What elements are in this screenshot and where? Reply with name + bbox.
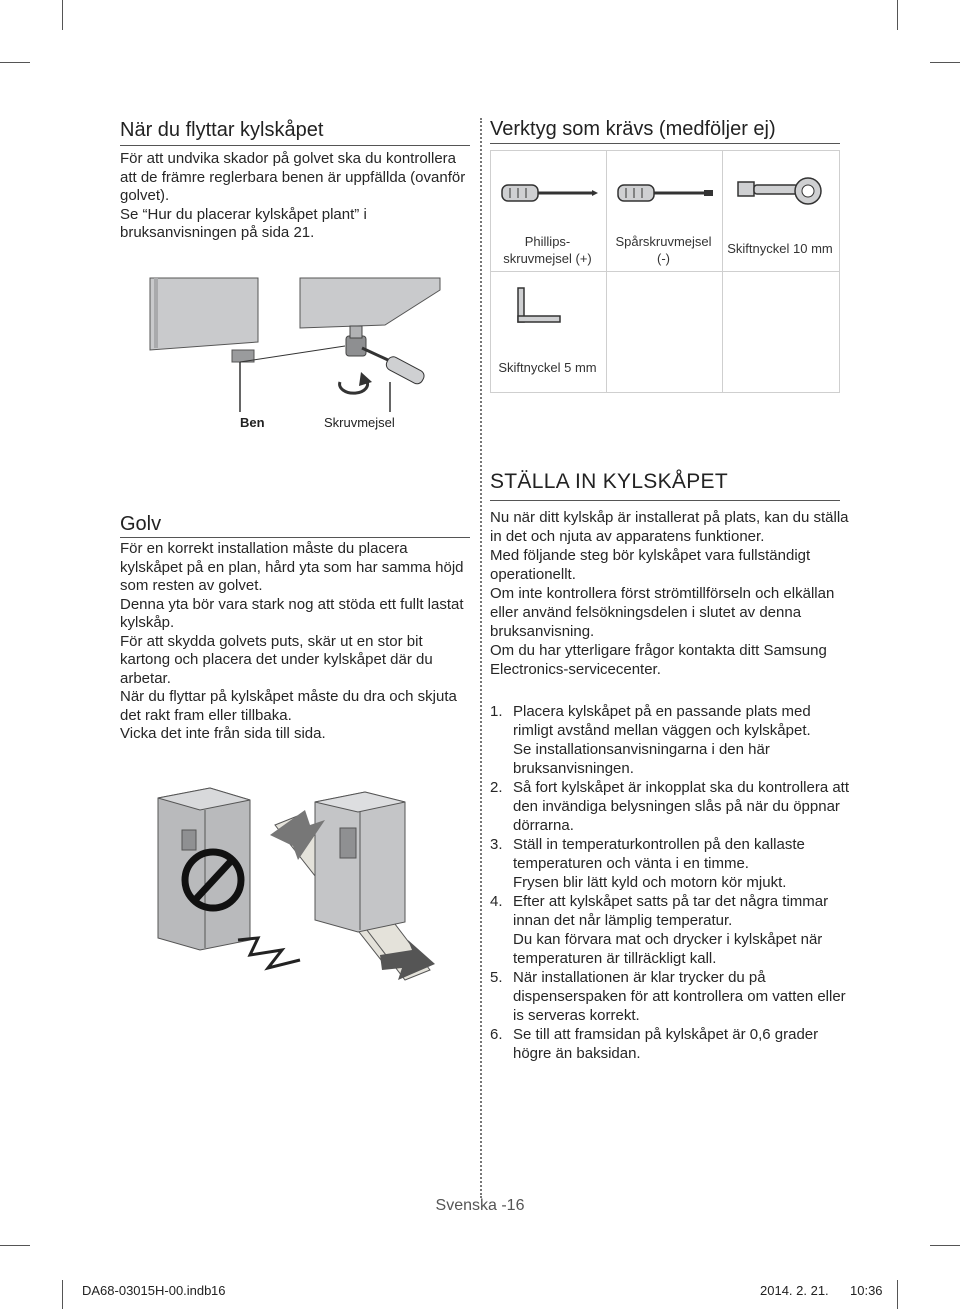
step-text: Placera kylskåpet på en passande plats med rimligt avstånd mellan väggen och kylskåpet. <box>513 703 811 739</box>
setup-paragraph: Med följande steg bör kylskåpet vara fullständigt operationellt. <box>490 547 811 583</box>
footer-time: 10:36 <box>850 1283 883 1298</box>
tool-cell <box>606 271 723 393</box>
step-item <box>490 892 850 968</box>
floor-paragraph: När du flyttar på kylskåpet måste du dra och skjuta det rakt fram eller tillbaka. <box>120 688 457 724</box>
tool-cell <box>722 271 840 393</box>
footer-file-name: DA68-03015H-00.indb <box>82 1283 212 1298</box>
step-number: 1. <box>490 703 503 720</box>
hex-key-icon <box>514 286 564 328</box>
step-text: När installationen är klar trycker du på dispenserspaken för att kontrollera om vatten eller is serveras korrekt. <box>513 969 846 1024</box>
floor-paragraph: Denna yta bör vara stark nog att stöda ett fullt lastat kylskåp. <box>120 595 464 631</box>
tool-label-phillips: Phillips- skruvmejsel (+) <box>503 234 592 266</box>
tool-label-wrench-10: Skiftnyckel 10 mm <box>727 241 833 256</box>
rotate-arrow-icon <box>340 372 372 393</box>
move-heading: När du flyttar kylskåpet <box>120 119 324 141</box>
setup-paragraph: Nu när ditt kylskåp är installerat på plats, kan du ställa in det och njuta av apparatens funktioner. <box>490 509 849 545</box>
step-item <box>490 778 850 835</box>
crop-mark <box>0 62 30 63</box>
crop-mark <box>897 0 898 30</box>
leg-label: Ben <box>240 415 265 430</box>
crop-mark <box>0 1245 30 1246</box>
step-number: 4. <box>490 893 503 910</box>
setup-steps <box>490 702 850 1063</box>
floor-paragraph: För en korrekt installation måste du placera kylskåpet på en plan, hård yta som har samma höjd som resten av golvet. <box>120 540 464 594</box>
floor-paragraph: Vicka det inte från sida till sida. <box>120 725 326 742</box>
tools-heading-rule <box>490 143 840 144</box>
step-item <box>490 835 850 892</box>
socket-wrench-icon <box>734 174 830 208</box>
crop-mark <box>897 1280 898 1309</box>
leg-detail <box>346 336 366 356</box>
tools-table <box>490 150 840 392</box>
move-heading-rule <box>120 145 470 146</box>
phillips-screwdriver-icon <box>500 180 600 206</box>
tool-label-wrench-5: Skiftnyckel 5 mm <box>498 360 597 375</box>
setup-heading-rule <box>490 500 840 501</box>
tools-heading: Verktyg som krävs (medföljer ej) <box>490 118 776 140</box>
step-item <box>490 1025 850 1063</box>
setup-section <box>490 470 850 494</box>
step-subtext: Se installationsanvisningarna i den här bruksanvisningen. <box>513 741 770 777</box>
crop-mark <box>930 1245 960 1246</box>
step-subtext: Frysen blir lätt kyld och motorn kör mjukt. <box>513 874 787 891</box>
crop-mark <box>930 62 960 63</box>
step-text: Efter att kylskåpet satts på tar det några timmar innan det når lämplig temperatur. <box>513 893 829 929</box>
step-item <box>490 968 850 1025</box>
leg-adjust-illustration <box>140 270 470 420</box>
step-item <box>490 702 850 778</box>
tool-label-flat: Spårskruvmejsel (-) <box>615 234 712 266</box>
fridge-upright <box>315 792 405 932</box>
step-number: 2. <box>490 779 503 796</box>
shake-icon <box>238 938 300 968</box>
step-number: 5. <box>490 969 503 986</box>
floor-paragraph: För att skydda golvets puts, skär ut en stor bit kartong och placera det under kylskåpet där du arbetar. <box>120 632 433 687</box>
step-number: 6. <box>490 1026 503 1043</box>
tools-section <box>490 118 850 141</box>
floor-heading: Golv <box>120 513 162 535</box>
fridge-tilted <box>158 788 250 950</box>
move-paragraph: Se “Hur du placerar kylskåpet plant” i bruksanvisningen på sida 21. <box>120 205 367 241</box>
setup-paragraph: Om inte kontrollera först strömtillförseln och elkällan eller använd felsökningsdelen i slutet av denna bruksanvisning. <box>490 585 835 640</box>
step-text: Så fort kylskåpet är inkopplat ska du kontrollera att den invändiga belysningen slås på när du öppnar dörrarna. <box>513 779 850 834</box>
setup-intro <box>490 508 850 679</box>
column-divider <box>480 118 482 1198</box>
flat-screwdriver-icon <box>616 180 716 206</box>
crop-mark <box>62 1280 63 1309</box>
floor-section <box>120 513 465 536</box>
floor-body <box>120 540 470 744</box>
move-section <box>120 119 465 142</box>
floor-heading-rule <box>120 537 470 538</box>
step-text: Se till att framsidan på kylskåpet är 0,6 grader högre än baksidan. <box>513 1026 819 1062</box>
screwdriver-label: Skruvmejsel <box>324 415 395 430</box>
step-text: Ställ in temperaturkontrollen på den kallaste temperaturen och vänta i en timme. <box>513 836 805 872</box>
move-paragraph: För att undvika skador på golvet ska du kontrollera att de främre reglerbara benen är uppfällda (ovanför golvet). <box>120 150 466 204</box>
fridge-moving-illustration <box>150 780 470 990</box>
step-number: 3. <box>490 836 503 853</box>
footer-file-page: 16 <box>211 1283 226 1298</box>
move-body <box>120 150 470 243</box>
footer-date: 2014. 2. 21. <box>760 1283 829 1298</box>
setup-heading: STÄLLA IN KYLSKÅPET <box>490 470 728 493</box>
step-subtext: Du kan förvara mat och drycker i kylskåpet när temperaturen är tillräckligt kall. <box>513 931 823 967</box>
page-number: Svenska -16 <box>435 1197 525 1214</box>
setup-paragraph: Om du har ytterligare frågor kontakta ditt Samsung Electronics-servicecenter. <box>490 642 827 678</box>
screwdriver-icon <box>362 348 426 386</box>
crop-mark <box>62 0 63 30</box>
